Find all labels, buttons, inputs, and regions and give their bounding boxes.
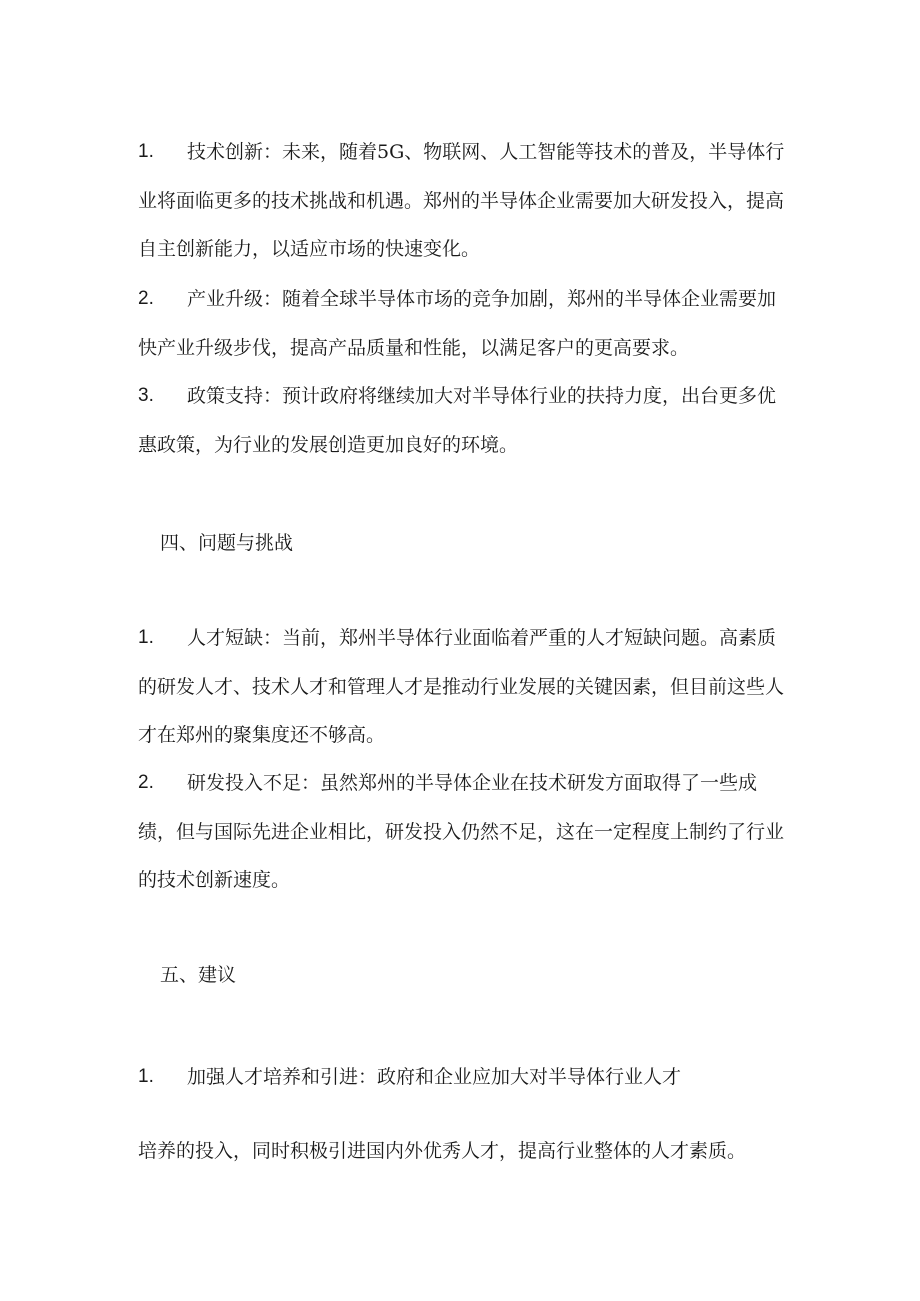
list-item <box>138 614 788 760</box>
section-heading: 五、建议 <box>160 964 237 986</box>
section-heading: 四、问题与挑战 <box>160 532 294 554</box>
list-text: 研发投入不足：虽然郑州的半导体企业在技术研发方面取得了一些成绩，但与国际先进企业相比，研发投入仍然不足，这在一定程度上制约了行业的技术创新速度。 <box>138 772 785 891</box>
list-item <box>138 372 788 469</box>
list-number: 2. <box>138 772 154 793</box>
list-number: 1. <box>138 1066 154 1087</box>
list-text: 产业升级：随着全球半导体市场的竞争加剧，郑州的半导体企业需要加快产业升级步伐，提高产品质量和性能，以满足客户的更高要求。 <box>138 288 777 359</box>
list-item <box>138 759 788 905</box>
paragraph-continuation: 培养的投入，同时积极引进国内外优秀人才，提高行业整体的人才素质。 <box>138 1140 747 1162</box>
list-item <box>138 128 788 274</box>
list-text: 人才短缺：当前，郑州半导体行业面临着严重的人才短缺问题。高素质的研发人才、技术人才和管理人才是推动行业发展的关键因素，但目前这些人才在郑州的聚集度还不够高。 <box>138 627 785 746</box>
list-number: 1. <box>138 627 154 648</box>
list-number: 3. <box>138 385 154 406</box>
list-item <box>138 275 788 372</box>
list-number: 1. <box>138 141 154 162</box>
list-text: 技术创新：未来，随着5G、物联网、人工智能等技术的普及，半导体行业将面临更多的技术挑战和机遇。郑州的半导体企业需要加大研发投入，提高自主创新能力，以适应市场的快速变化。 <box>138 141 785 260</box>
list-text: 政策支持：预计政府将继续加大对半导体行业的扶持力度，出台更多优惠政策，为行业的发展创造更加良好的环境。 <box>138 385 777 456</box>
list-item <box>138 1053 788 1102</box>
list-text: 加强人才培养和引进：政府和企业应加大对半导体行业人才 <box>187 1066 682 1088</box>
list-number: 2. <box>138 288 154 309</box>
